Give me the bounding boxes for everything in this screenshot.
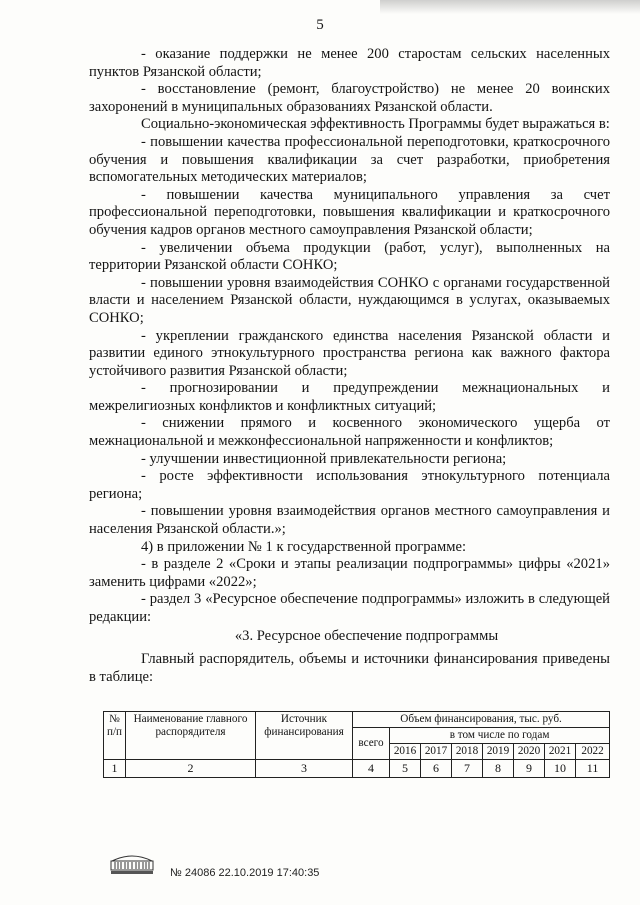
section-heading: «3. Ресурсное обеспечение подпрограммы (234, 627, 499, 644)
header-volume: Объем финансирования, тыс. руб. (353, 712, 610, 728)
paragraph: - увеличении объема продукции (работ, услуг), выполненных на территории Рязанской области СОНКО; (89, 239, 610, 274)
paragraph: - оказание поддержки не менее 200 старостам сельских населенных пунктов Рязанской области; (89, 46, 610, 80)
paragraph: - повышении уровня взаимодействия СОНКО с органами государственной власти и населением Рязанской области, нуждающимся в услугах, оказываемых СОНКО; (89, 274, 610, 326)
column-number: 1 (104, 760, 126, 778)
column-number: 4 (353, 760, 390, 778)
financing-table (103, 711, 610, 778)
column-number: 7 (452, 760, 483, 778)
year-cell: 2020 (514, 744, 545, 760)
column-number: 10 (545, 760, 576, 778)
paragraph: - прогнозировании и предупреждении межнациональных и межрелигиозных конфликтов и конфликтных ситуаций; (89, 380, 610, 414)
year-cell: 2022 (576, 744, 610, 760)
column-number: 9 (514, 760, 545, 778)
paragraph: - повышении уровня взаимодействия органов местного самоуправления и населения Рязанской области.»; (89, 503, 610, 538)
document-body (89, 46, 610, 686)
header-total: всего (353, 728, 390, 760)
paragraph: - снижении прямого и косвенного экономического ущерба от межнациональной и межконфессиональной напряженности и конфликтов; (89, 415, 610, 450)
year-cell: 2018 (452, 744, 483, 760)
column-number: 5 (390, 760, 421, 778)
column-number: 8 (483, 760, 514, 778)
year-cell: 2019 (483, 744, 514, 760)
column-number: 3 (256, 760, 353, 778)
header-by-years: в том числе по годам (390, 728, 610, 744)
header-manager: Наименование главного распорядителя (126, 712, 256, 760)
header-source: Источник финансирования (256, 712, 353, 760)
paragraph: - восстановление (ремонт, благоустройство) не менее 20 воинских захоронений в муниципальных образованиях Рязанской области. (89, 81, 610, 115)
header-num: № п/п (104, 712, 126, 760)
paragraph: - улучшении инвестиционной привлекательности региона; (141, 450, 507, 467)
year-cell: 2017 (421, 744, 452, 760)
scan-edge-noise (380, 0, 640, 14)
table-intro: Главный распорядитель, объемы и источники финансирования приведены в таблице: (89, 651, 610, 685)
paragraph: - в разделе 2 «Сроки и этапы реализации подпрограммы» цифры «2021» заменить цифрами «2022»; (89, 556, 610, 590)
column-number: 11 (576, 760, 610, 778)
year-cell: 2016 (390, 744, 421, 760)
table-row (104, 760, 610, 778)
paragraph: - укреплении гражданского единства населения Рязанской области и развитии единого этнокультурного пространства региона как важного фактора устойчивого развития Рязанской области; (89, 327, 610, 379)
paragraph: - росте эффективности использования этнокультурного потенциала региона; (89, 468, 610, 502)
paragraph: 4) в приложении № 1 к государственной программе: (141, 538, 467, 555)
page-number: 5 (316, 17, 324, 33)
year-cell: 2021 (545, 744, 576, 760)
paragraph: - повышении качества муниципального управления за счет профессиональной переподготовки, повышения квалификации и краткосрочного обучения кадров органов местного самоуправления Рязанской области; (89, 186, 610, 238)
paragraph: - повышении качества профессиональной переподготовки, краткосрочного обучения и повышения квалификации за счет разработки, приобретения вспомогательных методических материалов; (89, 133, 610, 186)
paragraph: Социально-экономическая эффективность Программы будет выражаться в: (141, 116, 610, 133)
paragraph: - раздел 3 «Ресурсное обеспечение подпрограммы» изложить в следующей редакции: (89, 591, 610, 625)
column-number: 6 (421, 760, 452, 778)
barcode-stamp-icon (108, 850, 156, 876)
column-number: 2 (126, 760, 256, 778)
registration-number: № 24086 22.10.2019 17:40:35 (170, 867, 320, 879)
